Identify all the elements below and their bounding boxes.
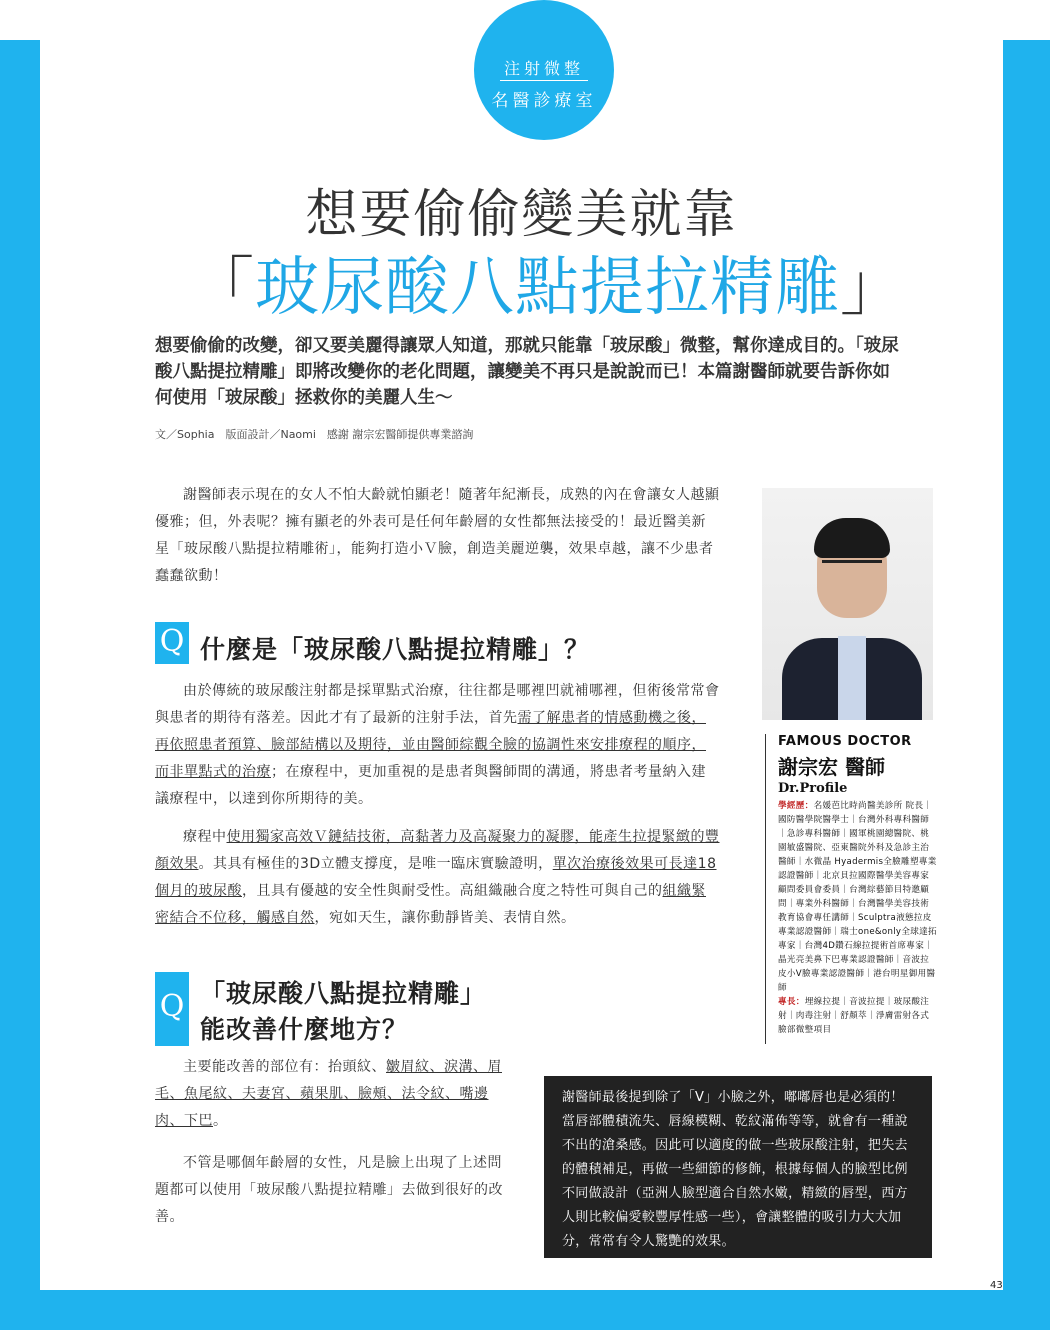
edu-key: 學經歷： [778,801,814,811]
doctor-profile [778,734,938,1037]
answer-2-paragraph-2: 不管是哪個年齡層的女性，凡是臉上出現了上述問題都可以使用「玻尿酸八點提拉精雕」去做到很好的改善。 [155,1155,503,1225]
open-bracket: 「 [190,251,255,325]
badge-category: 注射微整 [503,59,584,78]
profile-details [778,799,938,1037]
section-badge [474,0,614,140]
answer-2-paragraph-1 [155,1054,505,1135]
text: ，且具有優越的安全性與耐受性。高組織融合度之特性可與自己的 [242,883,663,899]
underlined-text: 單次治療後效果可長達18個月的玻尿酸 [155,856,717,899]
profile-label: FAMOUS DOCTOR [778,734,912,749]
underlined-text: 皺眉紋、淚溝、眉毛、魚尾紋、夫妻宮、蘋果肌、臉頰、法令紋、嘴邊肉、下巴 [155,1059,502,1129]
underlined-text: 需了解患者的情感動機之後，再依照患者預算、臉部結構以及期待，並由醫師綜觀全臉的協調性來安排療程的順序，而非單點式的治療 [155,710,706,780]
badge-divider [500,80,588,81]
close-bracket: 」 [840,251,905,325]
answer-1-paragraph-1 [155,678,720,813]
q-marker-1: Q [155,622,189,664]
answer-1-paragraph-2 [155,824,720,932]
text: 由於傳統的玻尿酸注射都是採單點式治療，往往都是哪裡凹就補哪裡，但術後常常會與患者的期待有落差。因此才有了最新的注射手法，首先 [155,683,720,726]
photo-hair [814,518,890,558]
magazine-page [40,40,1003,1290]
text: 主要能改善的部位有：抬頭紋、 [183,1059,386,1075]
question-heading-1: 什麼是「玻尿酸八點提拉精雕」？ [200,635,591,664]
photo-glasses [822,560,882,573]
credit-line: 文／Sophia 版面設計／Naomi 感謝 謝宗宏醫師提供專業諮詢 [155,428,474,441]
text: ，宛如天生，讓你動靜皆美、表情自然。 [314,910,576,926]
sidebar-box: 謝醫師最後提到除了「V」小臉之外，嘟嘟唇也是必須的！當唇部體積流失、唇線模糊、乾紋滿佈等等，就會有一種說不出的滄桑感。因此可以適度的做一些玻尿酸注射，把失去的體積補足，再做一些細節的修飾，根據每個人的臉型比例不同做設計（亞洲人臉型適合自然水嫩，精緻的唇型，西方人則比較偏愛較豐厚性感一些），會讓整體的吸引力大大加分，常常有令人驚艷的效果。 [544,1076,932,1258]
text: 。其具有極佳的3D立體支撐度，是唯一臨床實驗證明， [198,856,553,872]
profile-subtitle: Dr.Profile [778,781,848,796]
headline-main: 玻尿酸八點提拉精雕 [255,251,840,325]
photo-shirt [838,636,866,720]
q-marker-2: Q [155,972,189,1046]
intro-paragraph: 謝醫師表示現在的女人不怕大齡就怕顯老！隨著年紀漸長，成熟的內在會讓女人越顯優雅；但，外表呢？擁有顯老的外表可是任何年齡層的女性都無法接受的！最近醫美新星「玻尿酸八點提拉精雕術」，能夠打造小Ｖ臉，創造美麗逆襲，效果卓越，讓不少患者蠢蠢欲動！ [155,487,720,584]
headline-line1: 想要偷偷變美就靠 [305,185,738,245]
underlined-text: 使用獨家高效Ｖ鏈結技術，高黏著力及高凝聚力的凝膠，能產生拉提緊緻的豐顏效果 [155,829,720,872]
underlined-text: 組織緊密結合不位移，觸感自然 [155,883,706,926]
doctor-photo [762,488,933,720]
left-border [0,40,40,1290]
question-heading-2-line2: 能改善什麼地方？ [200,1015,409,1044]
spec-text: 埋線拉提｜音波拉提｜玻尿酸注射｜肉毒注射｜舒顏萃｜淨膚雷射各式臉部微整項目 [778,997,930,1035]
text: 療程中 [183,829,227,845]
page-number: 43 [990,1280,1003,1291]
bottom-border [0,1290,1050,1330]
text: 。 [213,1113,228,1129]
edu-text: 名媛芭比時尚醫美診所 院長｜國防醫學院醫學士｜台灣外科專科醫師｜急診專科醫師｜國軍桃園總醫院、桃園敏盛醫院、亞東醫院外科及急診主治醫師｜水微晶 Hyadermis全臉雕塑專業認證醫師｜北京貝拉國際醫學美容專家顧問委員會委員｜台灣綜藝節目特邀顧問｜專業外科醫師｜台灣醫學美容技術教育協會專任講師｜Sculptra液態拉皮專業認證醫師｜瑞士one&only全球達拓專家｜台灣4D鑽石線拉提術首席專家｜晶光亮美鼻下巴專業認證醫師｜音波拉皮小V臉專業認證醫師｜港台明星御用醫師 [778,801,937,993]
text: ；在療程中，更加重視的是患者與醫師間的溝通，將患者考量納入建議療程中，以達到你所期待的美。 [155,764,706,807]
badge-column: 名醫診療室 [491,91,597,111]
headline-line2 [190,236,905,328]
lede-paragraph: 想要偷偷的改變，卻又要美麗得讓眾人知道，那就只能靠「玻尿酸」微整，幫你達成目的。「玻尿酸八點提拉精雕」即將改變你的老化問題，讓變美不再只是說說而已！本篇謝醫師就要告訴你如何使用「玻尿酸」拯救你的美麗人生～ [155,336,899,408]
profile-divider [765,734,766,1044]
question-heading-2-line1: 「玻尿酸八點提拉精雕」 [200,979,487,1008]
doctor-name: 謝宗宏 醫師 [778,755,885,779]
question-heading-2 [200,976,486,1048]
spec-key: 專長： [778,997,805,1007]
right-border [1003,40,1050,1290]
